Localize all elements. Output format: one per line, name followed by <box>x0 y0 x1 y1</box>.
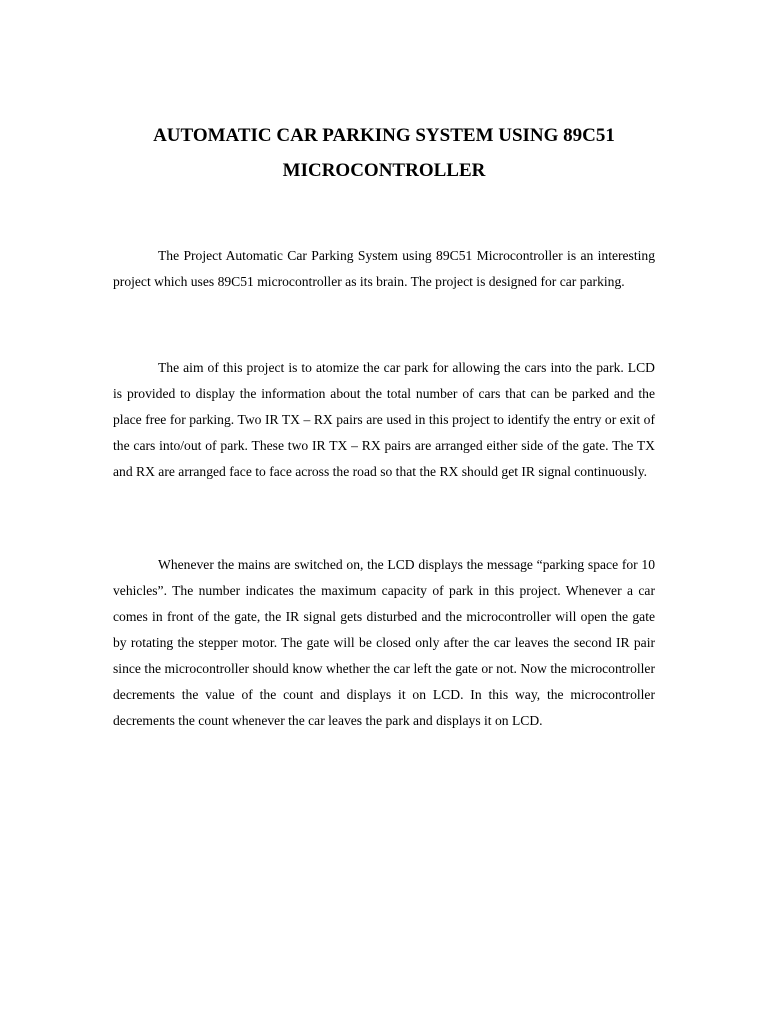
document-title-line-1: AUTOMATIC CAR PARKING SYSTEM USING 89C51 <box>153 125 615 146</box>
document-title-line-2: MICROCONTROLLER <box>282 160 486 181</box>
paragraph-operation: Whenever the mains are switched on, the LCD displays the message “parking space for 10 vehicles”. The number indicates the maximum capacity of park in this project. Whenever a car comes in front of the gate, the IR signal gets disturbed and the microcontroller will open the gate by rotating the stepper motor. The gate will be closed only after the car leaves the second IR pair since the microcontroller should know whether the car left the gate or not. Now the microcontroller decrements the value of the count and displays it on LCD. In this way, the microcontroller decrements the count whenever the car leaves the park and displays it on LCD. <box>113 557 655 728</box>
paragraph-aim: The aim of this project is to atomize the car park for allowing the cars into the park. LCD is provided to display the information about the total number of cars that can be parked and the place free for parking. Two IR TX – RX pairs are used in this project to identify the entry or exit of the cars into/out of park. These two IR TX – RX pairs are arranged either side of the gate. The TX and RX are arranged face to face across the road so that the RX should get IR signal continuously. <box>113 360 655 479</box>
paragraph-introduction: The Project Automatic Car Parking System using 89C51 Microcontroller is an interesting project which uses 89C51 microcontroller as its brain. The project is designed for car parking. <box>113 248 655 289</box>
